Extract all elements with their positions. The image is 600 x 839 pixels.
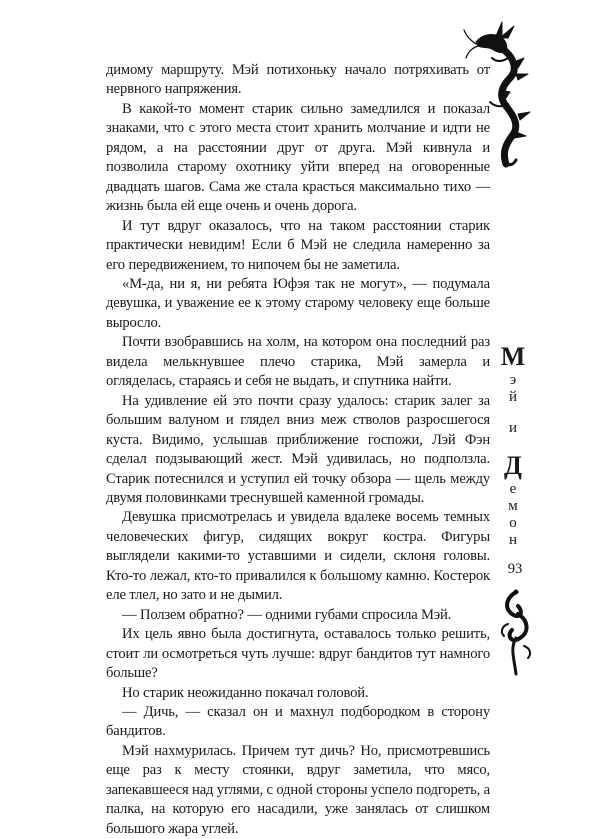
page-number: 93 — [507, 561, 523, 577]
running-title-word-1 — [488, 342, 538, 406]
running-title-letter: е — [509, 481, 517, 497]
paragraph-4: «М-да, ни я, ни ребята Юфэя так не могут», — подумала девушка, и уважение ее к этому старому человеку еще больше выросло. — [106, 275, 490, 331]
running-title-word-2 — [488, 420, 538, 437]
paragraph-10: Но старик неожиданно покачал головой. — [122, 684, 369, 701]
running-title-letter: Д — [504, 451, 522, 480]
running-title-letter: м — [508, 498, 518, 514]
running-title-letter: э — [509, 372, 517, 388]
running-title — [488, 342, 538, 549]
running-title-letter: М — [500, 342, 526, 371]
running-title-letter: н — [508, 532, 518, 548]
paragraph-3: И тут вдруг оказалось, что на таком расстоянии старик практически невидим! Если б Мэй не следила намеренно за его передвижением, то нипочем бы не заметила. — [106, 217, 490, 273]
paragraph-5: Почти взобравшись на холм, на котором она последний раз видела мелькнувшее плечо старика, Мэй замерла и огляделась, стараясь и себя не выдать, и спутника найти. — [106, 334, 490, 390]
paragraph-12: Мэй нахмурилась. Причем тут дичь? Но, присмотревшись еще раз к месту стоянки, вдруг заметила, что мясо, запекавшееся над углями, с одной стороны успело подгореть, а палка, на которую его насадили, уже занялась от слишком большого жара углей. — [106, 742, 490, 837]
paragraph-2: В какой-то момент старик сильно замедлился и показал знаками, что с этого места стоит хранить молчание и идти не рядом, а на расстоянии друг от друга. Мэй кивнула и позволила старому охотнику уйти вперед на оговоренные двадцать шагов. Сама же стала красться максимально тихо — жизнь была ей еще очень и очень дорога. — [106, 100, 490, 215]
running-title-letter: й — [508, 389, 518, 405]
ornament-icon — [494, 588, 538, 676]
paragraph-11: — Дичь, — сказал он и махнул подбородком в сторону бандитов. — [106, 703, 490, 740]
running-title-letter: о — [509, 515, 517, 531]
running-title-letter: и — [508, 420, 518, 436]
dragon-icon — [462, 18, 534, 168]
paragraph-7: Девушка присмотрелась и увидела вдалеке восемь темных человеческих фигур, сидящих вокруг костра. Фигуры выглядели какими-то уставшими и сидели, склоня головы. Кто-то лежал, кто-то привалился к большому камню. Костерок еле тлел, но зато и не дымил. — [106, 509, 490, 604]
paragraph-1: димому маршруту. Мэй потихоньку начало потряхивать от нервного напряжения. — [106, 62, 490, 98]
paragraph-9: Их цель явно была достигнута, оставалось только решить, стоит ли осмотреться чуть лучше: вдруг бандитов тут намного больше? — [106, 626, 490, 682]
paragraph-6: На удивление ей это почти сразу удалось: старик залег за большим валуном и глядел вниз меж стволов разросшегося куста. Видимо, услышав приближение госпожи, Лэй Фэн сделал подзывающий жест. Мэй удивилась, но подползла. Старик потеснился и уступил ей точку обзора — щель между двумя половинками треснувшей каменной громады. — [106, 392, 490, 506]
running-title-word-3 — [488, 451, 538, 549]
paragraph-8: — Ползем обратно? — одними губами спросила Мэй. — [122, 606, 452, 623]
page-text — [106, 61, 490, 839]
